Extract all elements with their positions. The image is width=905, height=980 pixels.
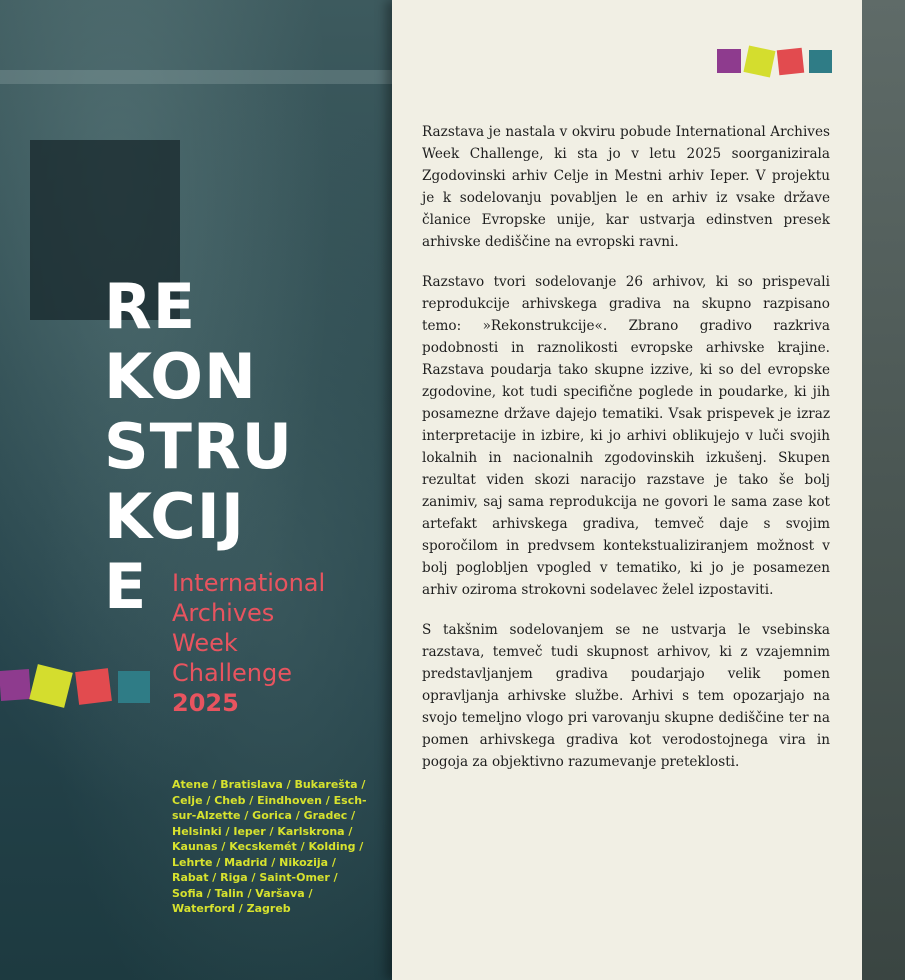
poster-left-panel	[0, 0, 392, 980]
title-line-5: E	[104, 550, 148, 623]
title-line-3: STRU	[104, 410, 294, 483]
challenge-heading	[172, 568, 325, 718]
title-line-1: RE	[104, 270, 197, 343]
yellow-square	[29, 664, 73, 708]
title-line-4: KCIJ	[104, 480, 245, 553]
paragraph-1: Razstava je nastala v okviru pobude International Archives Week Challenge, ki sta jo v letu 2025 soorganizirala Zgodovinski arhiv Celje in Mestni arhiv Ieper. V projektu je k sodelovanju povabljen le en arhiv iz vsake države članice Evropske unije, kar ustvarja edinstven presek arhivske dediščine na evropski ravni.	[422, 124, 830, 250]
purple-square	[0, 669, 31, 701]
challenge-line-4: Challenge	[172, 659, 292, 687]
color-squares-logo-top	[717, 47, 837, 77]
title-line-2: KON	[104, 340, 257, 413]
background-right-strip	[862, 0, 905, 980]
challenge-line-2: Archives	[172, 599, 275, 627]
challenge-year: 2025	[172, 689, 239, 717]
text-panel	[392, 0, 862, 980]
red-square	[75, 668, 112, 705]
yellow-square	[743, 45, 775, 77]
participating-cities-list: Atene / Bratislava / Bukarešta / Celje / Cheb / Eindhoven / Esch-sur-Alzette / Gorica / Gradec / Helsinki / Ieper / Karlskrona / Kaunas / Kecskemét / Kolding / Lehrte / Madrid / Nikozija / Rabat / Riga / Saint-Omer / Sofia / Talin / Varšava / Waterford / Zagreb	[172, 778, 367, 915]
challenge-line-1: International	[172, 569, 326, 597]
challenge-line-3: Week	[172, 629, 238, 657]
red-square	[777, 48, 804, 75]
teal-square	[118, 671, 150, 703]
teal-square	[809, 50, 832, 73]
background-photo-cornice	[0, 70, 392, 84]
purple-square	[717, 49, 741, 73]
paragraph-3: S takšnim sodelovanjem se ne ustvarja le vsebinska razstava, temveč tudi skupnost arhivov, ki z vzajemnim predstavljanjem gradiva poudarjajo velik pomen opravljanja arhivske službe. Arhivi s tem opozarjajo na svojo temeljno vlogo pri varovanju skupne dediščine ter na pomen arhivskega gradiva kot verodostojnega vira in pogoja za objektivno razumevanje preteklosti.	[422, 622, 830, 770]
paragraph-2: Razstavo tvori sodelovanje 26 arhivov, ki so prispevali reprodukcije arhivskega gradiva na skupno razpisano temo: »Rekonstrukcije«. Zbrano gradivo razkriva podobnosti in raznolikosti evropske arhivske krajine. Razstava poudarja tako skupne izzive, ki so del evropske zgodovine, kot tudi specifične poglede in poudarke, ki jih posamezne države dajejo tematiki. Vsak prispevek je izraz interpretacije in izbire, ki jo arhivi oblikujejo v luči svojih lokalnih in nacionalnih zgodovinskih izkušenj. Skupen rezultat viden skozi naracijo razstave je tako še bolj zanimiv, saj sama reprodukcija ne govori le sama zase kot artefakt arhivskega gradiva, temveč daje s svojim sporočilom in predvsem kontekstualiziranjem možnost v bolj poglobljen vpogled v tematiko, ki jo je posamezen arhiv oziroma strokovni sodelavec želel izpostaviti.	[422, 274, 830, 598]
color-squares-logo-left	[0, 666, 160, 706]
exhibition-description	[422, 121, 830, 791]
